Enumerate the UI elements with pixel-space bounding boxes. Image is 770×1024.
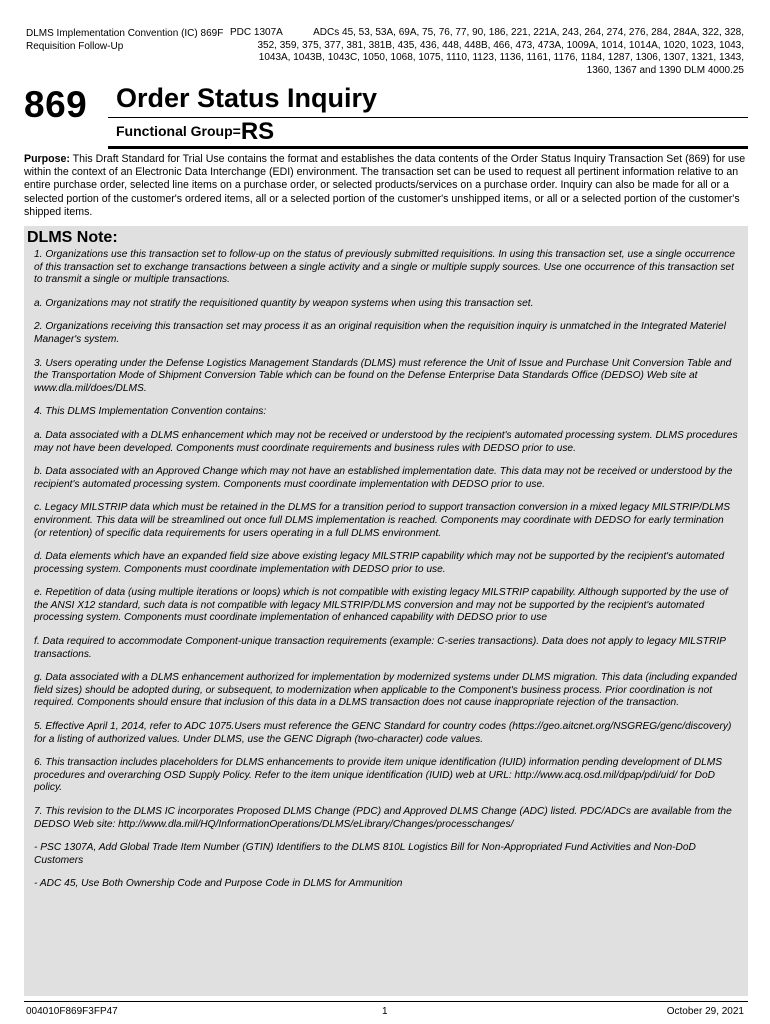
purpose-paragraph <box>24 153 748 219</box>
note-paragraph: 4. This DLMS Implementation Convention contains: <box>34 406 267 418</box>
note-paragraph: f. Data required to accommodate Component-unique transaction requirements (example: C-series transactions). Data does not apply to legacy MILSTRIP transactions. <box>34 636 726 660</box>
footer-divider <box>24 1001 748 1002</box>
note-paragraph: b. Data associated with an Approved Change which may not have an established implementation date. This data may not be received or understood by the recipient's automated processing system. Components must coordinate implementation with DEDSO prior to use. <box>34 466 733 490</box>
note-paragraph: d. Data elements which have an expanded field size above existing legacy MILSTRIP capability which may not be supported by the recipient's automated processing system. Components must coordinate implementation with DEDSO prior to use. <box>34 551 725 575</box>
pdc-reference: PDC 1307A <box>230 27 283 38</box>
note-paragraph: 5. Effective April 1, 2014, refer to ADC 1075.Users must reference the GENC Standard for country codes (https://geo.aitcnet.org/NSGREG/genc/discovery) for a listing of authorized values. Under DLMS, use the GENC Digraph (two-character) code values. <box>34 721 732 745</box>
title-block <box>116 80 748 116</box>
adc-list-line-4: 1360, 1367 and 1390 DLM 4000.25 <box>586 64 744 76</box>
note-paragraph: - PSC 1307A, Add Global Trade Item Number (GTIN) Identifiers to the DLMS 810L Logistics Bill for Non-Appropriated Fund Activities and Non-DoD Customers <box>34 842 696 866</box>
header-left <box>26 27 223 53</box>
dlms-note-body <box>24 247 748 891</box>
transaction-number: 869 <box>24 84 88 125</box>
dlms-note-title: DLMS Note: <box>27 229 118 246</box>
ic-name: DLMS Implementation Convention (IC) 869F <box>26 28 224 39</box>
note-paragraph: g. Data associated with a DLMS enhancement authorized for implementation by modernized systems under DLMS migration. This data (including expanded field sizes) should be adopted during, or subsequent, to modernization when applicable to the Component's business process. Prior coordination is not required. Components should ensure that inclusion of this data in a DLMS transaction does not cause inappropriate rejection of the transaction. <box>34 672 737 709</box>
purpose-label: Purpose: <box>24 153 70 165</box>
page-title: Order Status Inquiry <box>116 83 378 113</box>
note-paragraph: - ADC 45, Use Both Ownership Code and Purpose Code in DLMS for Ammunition <box>34 878 403 890</box>
functional-group-divider <box>108 146 748 149</box>
adc-list-line-2: 352, 359, 375, 377, 381, 381B, 435, 436, 448, 448B, 466, 473, 473A, 1009A, 1014, 1014A, 1020, 1023, 1043, <box>257 39 744 51</box>
header-right <box>230 27 744 77</box>
footer-doc-id: 004010F869F3FP47 <box>26 1006 118 1017</box>
note-paragraph: a. Organizations may not stratify the requisitioned quantity by weapon systems when using this transaction set. <box>34 297 534 309</box>
note-paragraph: 6. This transaction includes placeholders for DLMS enhancements to provide item unique identification (IUID) information pending development of DLMS procedures and overarching OSD Supply Policy. Refer to the item unique identification (IUID) web at URL: http://www.acq.osd.mil/dpap/pdi/uid/ for DoD policy. <box>34 757 723 794</box>
note-paragraph: 1. Organizations use this transaction set to follow-up on the status of previously submitted requisitions. In using this transaction set, use a single occurrence of this transaction set to exchange transactions between a single activity and a single or multiple supply sources. Use one occurrence of this transaction set to transmit a single or multiple transactions. <box>34 249 736 286</box>
dlms-note-box <box>24 226 748 996</box>
note-paragraph: a. Data associated with a DLMS enhancement which may not be received or understood by the recipient's automated processing system. DLMS procedures may not have been developed. Components must coordinate requirements and business rules with DEDSO prior to use. <box>34 429 738 454</box>
functional-group <box>116 118 274 146</box>
footer-date: October 29, 2021 <box>666 1006 744 1017</box>
footer-page-number: 1 <box>382 1006 388 1017</box>
ic-subtitle: Requisition Follow-Up <box>26 41 124 52</box>
adc-list-line-3: 1043A, 1043B, 1043C, 1050, 1068, 1075, 1110, 1123, 1136, 1161, 1176, 1184, 1287, 1306, 1307, 1321, 1343, <box>258 52 744 63</box>
note-paragraph: 2. Organizations receiving this transaction set may process it as an original requisition when the requisition inquiry is unmatched in the Integrated Materiel Manager's system. <box>34 321 726 345</box>
note-paragraph: 7. This revision to the DLMS IC incorporates Proposed DLMS Change (PDC) and Approved DLMS Change (ADC) listed. PDC/ADCs are available from the DEDSO Web site: http://www.dla.mil/HQ/InformationOperations/DLMS/eLibrary/Changes/processchanges/ <box>34 806 732 830</box>
note-paragraph: 3. Users operating under the Defense Logistics Management Standards (DLMS) must reference the Unit of Issue and Purchase Unit Conversion Table and the Transportation Mode of Shipment Conversion Table which can be found on the Defense Enterprise Data Standards Office (DEDSO) Web site at www.dla.mil/does/DLMS. <box>34 357 732 394</box>
functional-group-code: RS <box>240 118 275 145</box>
purpose-text: This Draft Standard for Trial Use contains the format and establishes the data contents of the Order Status Inquiry Transaction Set (869) for use within the context of an Electronic Data Interchange (EDI) environment. The transaction set can be used to request all pertinent information relative to an entire purchase order, selected line items on a purchase order, or selected products/services on a purchase order. Inquiry can also be made for all or a selected portion of the customer's ordered items, all or a selected portion of the customer's unshipped items, or all or a selected portion of the customer's shipped items. <box>24 153 746 218</box>
adc-list-line-1: ADCs 45, 53, 53A, 69A, 75, 76, 77, 90, 186, 221, 221A, 243, 264, 274, 276, 284, 284A, 322, 328, <box>313 27 744 38</box>
note-paragraph: c. Legacy MILSTRIP data which must be retained in the DLMS for a transition period to support transaction conversion in a mixed legacy MILSTRIP/DLMS environment. This data will be streamlined out once full DLMS implementation is reached. Components may coordinate with DEDSO for early termination (or retention) of specific data requirements for users operating in a full DLMS environment. <box>34 502 731 539</box>
functional-group-label: Functional Group= <box>116 123 241 139</box>
note-paragraph: e. Repetition of data (using multiple iterations or loops) which is not compatible with existing legacy MILSTRIP capability. Although supported by the use of the ANSI X12 standard, such data is not compatible with legacy MILSTRIP/DLMS conversion and may not be supported by the recipient's automated processing system. Components must coordinate implementation of enhanced capability with DEDSO prior to use <box>34 587 728 624</box>
